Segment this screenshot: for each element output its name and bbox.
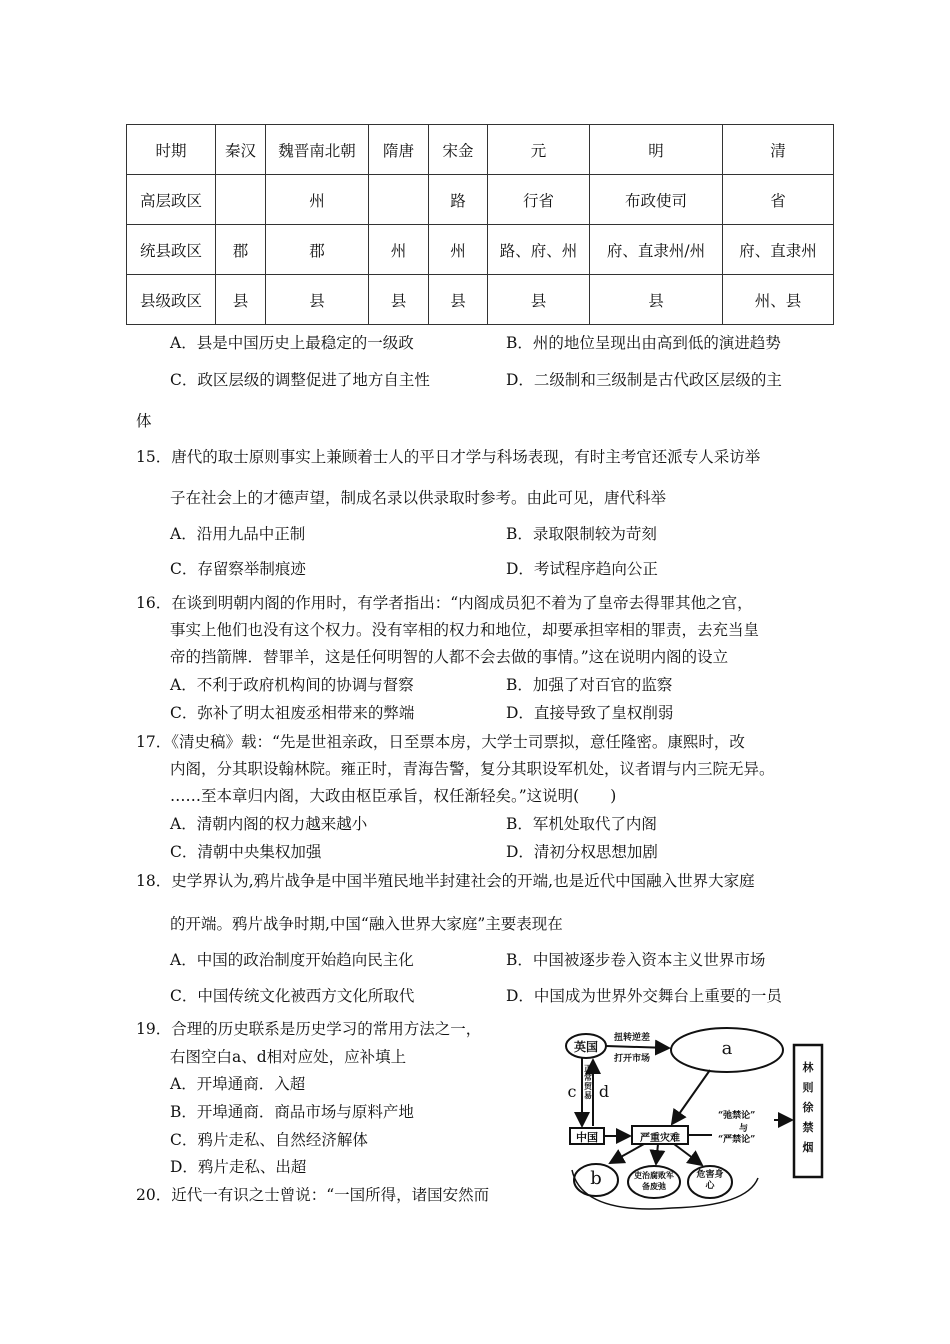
diagram-node-china: 中国 bbox=[576, 1131, 598, 1144]
q16-option-a: A．不利于政府机构间的协调与督察 bbox=[170, 676, 414, 694]
q16-option-b: B．加强了对百官的监察 bbox=[506, 676, 673, 694]
diagram-node-harm: 危害身心 bbox=[696, 1170, 724, 1191]
q14-option-a: A．县是中国历史上最稳定的一级政 bbox=[170, 334, 414, 352]
q18-option-c: C．中国传统文化被西方文化所取代 bbox=[170, 987, 415, 1005]
q15-option-d: D．考试程序趋向公正 bbox=[506, 560, 658, 578]
q14-option-c: C．政区层级的调整促进了地方自主性 bbox=[170, 371, 430, 389]
table-cell: 元 bbox=[488, 125, 590, 175]
diagram-blank-d: d bbox=[598, 1082, 610, 1101]
table-cell: 州、县 bbox=[723, 275, 834, 325]
diagram-label-chi: “弛禁论” bbox=[718, 1111, 756, 1121]
diagram-label-yan: “严禁论” bbox=[718, 1135, 756, 1145]
table-cell: 明 bbox=[590, 125, 723, 175]
diagram-node-lin: 林则徐禁烟 bbox=[802, 1061, 814, 1154]
table-cell: 布政使司 bbox=[590, 175, 723, 225]
table-cell: 省 bbox=[723, 175, 834, 225]
table-cell bbox=[369, 175, 429, 225]
q17-stem-line2: 内阁，分其职设翰林院。雍正时，青海告警，复分其职设军机处，议者谓与内三院无异。 bbox=[170, 760, 775, 778]
table-cell: 县 bbox=[429, 275, 488, 325]
diagram-node-britain: 英国 bbox=[573, 1040, 598, 1054]
diagram-blank-a: a bbox=[721, 1038, 733, 1059]
q17-stem-line3: ……至本章归内阁，大政由枢臣承旨，权任渐轻矣。”这说明( ) bbox=[170, 787, 617, 805]
q15-option-a: A．沿用九品中正制 bbox=[170, 525, 306, 543]
q15-stem-line2: 子在社会上的才德声望，制成名录以供录取时参考。由此可见，唐代科举 bbox=[170, 489, 667, 507]
table-cell: 秦汉 bbox=[216, 125, 266, 175]
table-cell: 县 bbox=[488, 275, 590, 325]
q14-option-b: B．州的地位呈现出由高到低的演进趋势 bbox=[506, 334, 781, 352]
q16-stem-line1: 16．在谈到明朝内阁的作用时，有学者指出：“内阁成员犯不着为了皇帝去得罪其他之官， bbox=[136, 594, 753, 612]
q17-option-b: B．军机处取代了内阁 bbox=[506, 815, 657, 833]
table-cell: 县 bbox=[266, 275, 369, 325]
q16-option-c: C．弥补了明太祖废丞相带来的弊端 bbox=[170, 704, 415, 722]
diagram-blank-b: b bbox=[590, 1168, 602, 1189]
diagram-node-disaster: 严重灾难 bbox=[640, 1133, 680, 1144]
table-cell: 高层政区 bbox=[127, 175, 216, 225]
table-cell: 魏晋南北朝 bbox=[266, 125, 369, 175]
q20-stem-line1: 20．近代一有识之士曾说：“一国所得，诸国安然而 bbox=[136, 1186, 490, 1204]
q18-option-b: B．中国被逐步卷入资本主义世界市场 bbox=[506, 951, 766, 969]
q19-option-b: B．开埠通商．商品市场与原料产地 bbox=[170, 1103, 414, 1121]
table-cell: 府、直隶州 bbox=[723, 225, 834, 275]
table-cell: 路 bbox=[429, 175, 488, 225]
table-row bbox=[127, 125, 834, 175]
q18-option-a: A．中国的政治制度开始趋向民主化 bbox=[170, 951, 414, 969]
q16-option-d: D．直接导致了皇权削弱 bbox=[506, 704, 674, 722]
diagram-label-top1: 扭转逆差 bbox=[614, 1033, 651, 1043]
table-cell: 清 bbox=[723, 125, 834, 175]
table-cell: 县级政区 bbox=[127, 275, 216, 325]
table-cell: 郡 bbox=[266, 225, 369, 275]
q17-option-c: C．清朝中央集权加强 bbox=[170, 843, 322, 861]
table-row bbox=[127, 225, 834, 275]
table-cell: 行省 bbox=[488, 175, 590, 225]
q17-option-a: A．清朝内阁的权力越来越小 bbox=[170, 815, 368, 833]
regions-table bbox=[126, 124, 834, 325]
diagram-label-trade: 正常贸易 bbox=[584, 1063, 592, 1100]
q14-option-d-continued: 体 bbox=[136, 412, 152, 430]
table-cell: 统县政区 bbox=[127, 225, 216, 275]
table-row bbox=[127, 175, 834, 225]
table-cell: 隋唐 bbox=[369, 125, 429, 175]
table-cell: 县 bbox=[216, 275, 266, 325]
q19-stem-line2: 右图空白a、d相对应处，应补填上 bbox=[170, 1048, 407, 1066]
q17-option-d: D．清初分权思想加剧 bbox=[506, 843, 658, 861]
table-cell: 时期 bbox=[127, 125, 216, 175]
q16-stem-line3: 帝的挡箭牌．替罪羊，这是任何明智的人都不会去做的事情。”这在说明内阁的设立 bbox=[170, 648, 729, 666]
diagram-node-corrupt: 吏治腐败军备废弛 bbox=[634, 1170, 674, 1191]
table-row bbox=[127, 275, 834, 325]
q15-option-b: B．录取限制较为苛刻 bbox=[506, 525, 657, 543]
diagram-label-top2: 打开市场 bbox=[614, 1054, 651, 1064]
q19-option-a: A．开埠通商．入超 bbox=[170, 1075, 306, 1093]
table-cell: 州 bbox=[266, 175, 369, 225]
table-cell: 府、直隶州/州 bbox=[590, 225, 723, 275]
q16-stem-line2: 事实上他们也没有这个权力。没有宰相的权力和地位，却要承担宰相的罪责，去充当皇 bbox=[170, 621, 760, 639]
q18-stem-line1: 18．史学界认为,鸦片战争是中国半殖民地半封建社会的开端,也是近代中国融入世界大家庭 bbox=[136, 872, 755, 890]
table-cell: 郡 bbox=[216, 225, 266, 275]
table-cell: 州 bbox=[369, 225, 429, 275]
diagram-blank-c: c bbox=[567, 1082, 577, 1101]
opium-war-diagram bbox=[562, 1020, 832, 1210]
q18-option-d: D．中国成为世界外交舞台上重要的一员 bbox=[506, 987, 782, 1005]
table-cell: 州 bbox=[429, 225, 488, 275]
table-cell bbox=[216, 175, 266, 225]
table-cell: 县 bbox=[590, 275, 723, 325]
table-cell: 县 bbox=[369, 275, 429, 325]
q18-stem-line2: 的开端。鸦片战争时期,中国“融入世界大家庭”主要表现在 bbox=[170, 915, 563, 933]
table-cell: 路、府、州 bbox=[488, 225, 590, 275]
q15-option-c: C．存留察举制痕迹 bbox=[170, 560, 306, 578]
q15-stem-line1: 15．唐代的取士原则事实上兼顾着士人的平日才学与科场表现，有时主考官还派专人采访举 bbox=[136, 448, 761, 466]
table-cell: 宋金 bbox=[429, 125, 488, 175]
q14-option-d: D．二级制和三级制是古代政区层级的主 bbox=[506, 371, 782, 389]
q19-option-d: D．鸦片走私、出超 bbox=[170, 1158, 307, 1176]
diagram-label-yu: 与 bbox=[739, 1124, 749, 1134]
q17-stem-line1: 17．《清史稿》载：“先是世祖亲政，日至票本房，大学士司票拟，意任隆密。康熙时，改 bbox=[136, 733, 745, 751]
q19-stem-line1: 19．合理的历史联系是历史学习的常用方法之一， bbox=[136, 1020, 482, 1038]
q19-option-c: C．鸦片走私、自然经济解体 bbox=[170, 1131, 368, 1149]
